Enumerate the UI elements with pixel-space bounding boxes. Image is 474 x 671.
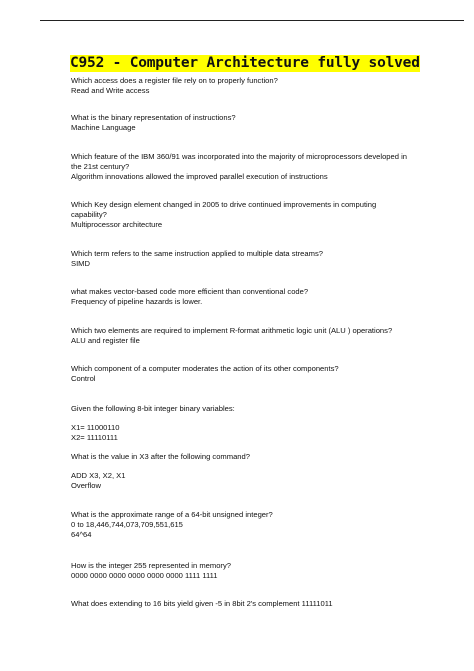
answer-4: Multiprocessor architecture [71, 220, 163, 229]
question-12: What does extending to 16 bits yield given -5 in 8bit 2's complement 11111011 [71, 599, 333, 608]
answer-1: Read and Write access [71, 86, 150, 95]
answer-8: Control [71, 374, 96, 383]
answer-3: Algorithm innovations allowed the improved parallel execution of instructions [71, 172, 328, 181]
question-11: How is the integer 255 represented in memory? [71, 561, 231, 570]
answer-2: Machine Language [71, 123, 136, 132]
variable-x2: X2= 11110111 [71, 433, 118, 442]
question-7: Which two elements are required to implement R-format arithmetic logic unit (ALU ) operations? [71, 326, 393, 335]
command: ADD X3, X2, X1 [71, 471, 126, 480]
variable-x1: X1= 11000110 [71, 423, 120, 432]
question-4-line-2: capability? [71, 210, 107, 219]
question-3-line-1: Which feature of the IBM 360/91 was incorporated into the majority of microprocessors developed in [71, 152, 407, 161]
answer-5: SIMD [71, 259, 90, 268]
question-10: What is the approximate range of a 64-bit unsigned integer? [71, 510, 273, 519]
question-5: Which term refers to the same instruction applied to multiple data streams? [71, 249, 323, 258]
answer-6: Frequency of pipeline hazards is lower. [71, 297, 203, 306]
document-title: C952 - Computer Architecture fully solved [70, 55, 420, 71]
question-4-line-1: Which Key design element changed in 2005 to drive continued improvements in computing [71, 200, 377, 209]
question-3-line-2: the 21st century? [71, 162, 130, 171]
answer-11: 0000 0000 0000 0000 0000 0000 1111 1111 [71, 571, 218, 580]
question-2: What is the binary representation of instructions? [71, 113, 236, 122]
answer-9: Overflow [71, 481, 101, 490]
answer-7: ALU and register file [71, 336, 140, 345]
question-9: What is the value in X3 after the following command? [71, 452, 250, 461]
answer-10-line-1: 0 to 18,446,744,073,709,551,615 [71, 520, 183, 529]
top-divider [40, 20, 464, 21]
answer-10-line-2: 64^64 [71, 530, 92, 539]
question-6: what makes vector-based code more efficient than conventional code? [71, 287, 309, 296]
question-1: Which access does a register file rely on to properly function? [71, 76, 278, 85]
question-8: Which component of a computer moderates the action of its other components? [71, 364, 339, 373]
question-9-intro: Given the following 8-bit integer binary variables: [71, 404, 235, 413]
